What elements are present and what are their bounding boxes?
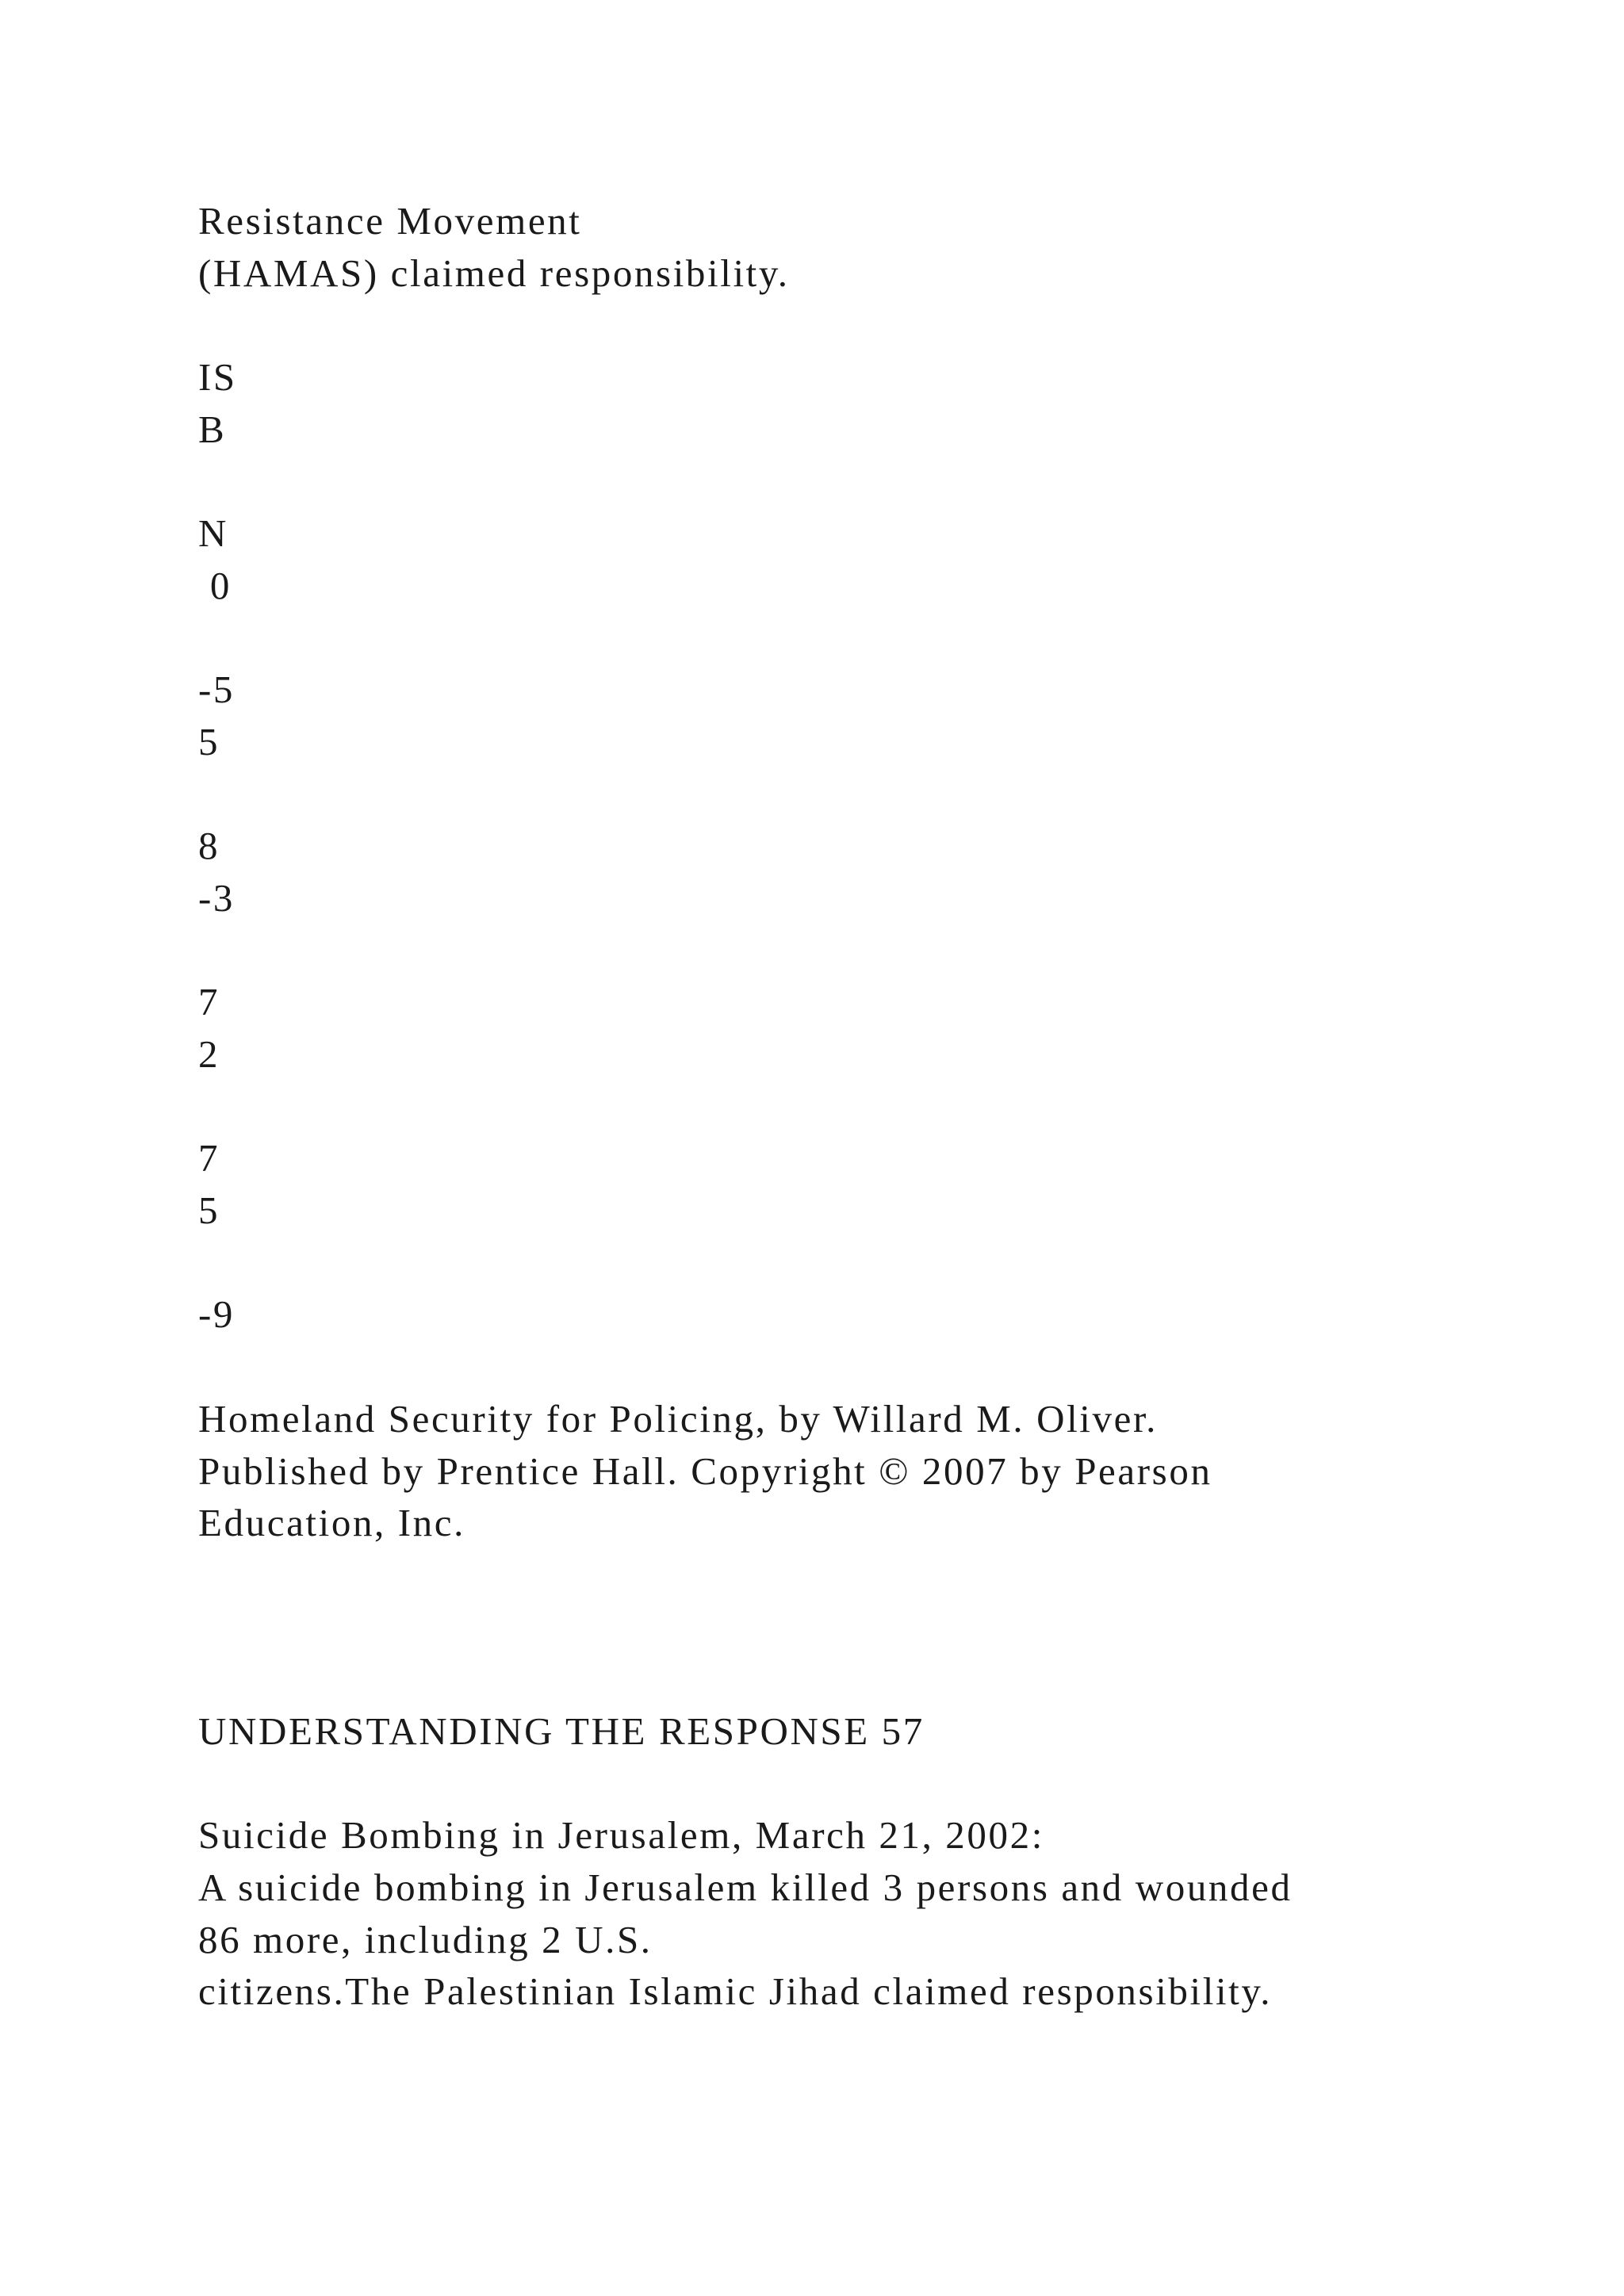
- blank-line: [198, 1601, 1546, 1654]
- blank-line: [198, 612, 1546, 664]
- text-line: 8: [198, 824, 220, 868]
- blank-line: [198, 1081, 1546, 1133]
- text-line: 7: [198, 980, 220, 1024]
- text-line: B: [198, 407, 227, 451]
- blank-line: [198, 1653, 1546, 1705]
- blank-line: [198, 1341, 1546, 1393]
- text-line: Resistance Movement: [198, 199, 582, 243]
- text-line: 5: [198, 719, 220, 763]
- text-line: 86 more, including 2 U.S.: [198, 1917, 653, 1961]
- text-line: -5: [198, 668, 236, 712]
- text-line: 5: [198, 1188, 220, 1233]
- blank-line: [198, 1237, 1546, 1289]
- text-line: -3: [198, 875, 236, 920]
- document-body: [198, 195, 1546, 2018]
- citation-line: Published by Prentice Hall. Copyright © 2007 by Pearson: [198, 1448, 1212, 1493]
- blank-line: [198, 1549, 1546, 1601]
- blank-line: [198, 455, 1546, 507]
- blank-line: [198, 299, 1546, 351]
- text-line: citizens.The Palestinian Islamic Jihad claimed responsibility.: [198, 1969, 1273, 2014]
- text-line: 0: [198, 563, 232, 607]
- blank-line: [198, 1758, 1546, 1810]
- citation-line: Homeland Security for Policing, by Willard M. Oliver.: [198, 1396, 1159, 1441]
- text-line: (HAMAS) claimed responsibility.: [198, 251, 790, 295]
- citation-line: Education, Inc.: [198, 1501, 465, 1545]
- text-line: A suicide bombing in Jerusalem killed 3 persons and wounded: [198, 1866, 1293, 1909]
- text-line: 2: [198, 1032, 220, 1076]
- text-line: N: [198, 511, 228, 556]
- text-line: IS: [198, 355, 237, 400]
- text-line: -9: [198, 1292, 236, 1337]
- blank-line: [198, 924, 1546, 977]
- text-line: 7: [198, 1136, 220, 1181]
- blank-line: [198, 768, 1546, 821]
- running-header: UNDERSTANDING THE RESPONSE 57: [198, 1709, 925, 1753]
- section-heading: Suicide Bombing in Jerusalem, March 21, 2002:: [198, 1813, 1044, 1858]
